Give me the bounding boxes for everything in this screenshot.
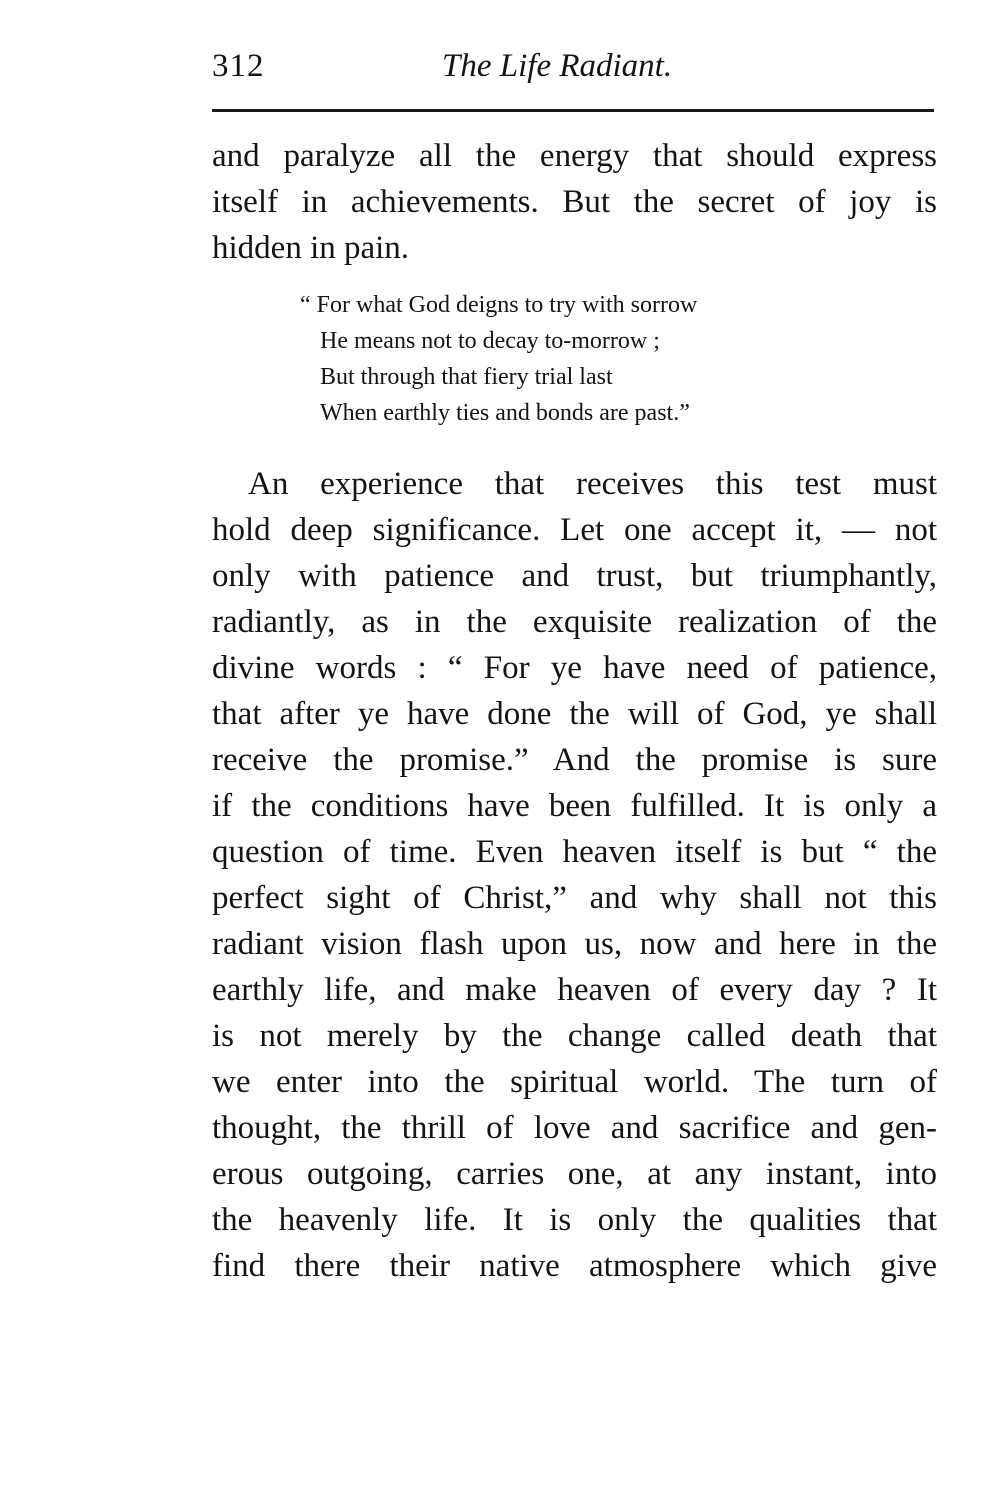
text-line: radiantly, as in the exquisite realization of the [212,604,937,640]
text-line: and paralyze all the energy that should express [212,138,937,174]
text-line: earthly life, and make heaven of every day ? It [212,972,937,1008]
text-line: find there their native atmosphere which give [212,1248,937,1284]
verse-line: He means not to decay to-morrow ; [320,328,660,354]
text-line: if the conditions have been fulfilled. It is only a [212,788,937,824]
text-line: question of time. Even heaven itself is but “ the [212,834,937,870]
text-line: only with patience and trust, but triumphantly, [212,558,937,594]
text-line: perfect sight of Christ,” and why shall not this [212,880,937,916]
text-line: thought, the thrill of love and sacrifice and gen- [212,1110,937,1146]
page-header [212,48,937,92]
text-line: divine words : “ For ye have need of patience, [212,650,937,686]
verse-line: “ For what God deigns to try with sorrow [300,292,698,318]
running-title: The Life Radiant. [442,48,673,84]
text-line: itself in achievements. But the secret of joy is [212,184,937,220]
text-line: erous outgoing, carries one, at any instant, into [212,1156,937,1192]
text-line: we enter into the spiritual world. The turn of [212,1064,937,1100]
header-rule [212,109,934,112]
text-line: is not merely by the change called death that [212,1018,937,1054]
verse-line: When earthly ties and bonds are past.” [320,400,690,426]
text-line: An experience that receives this test must [248,466,937,502]
text-line: that after ye have done the will of God, ye shall [212,696,937,732]
text-line: radiant vision flash upon us, now and here in the [212,926,937,962]
text-line: the heavenly life. It is only the qualities that [212,1202,937,1238]
text-line: hold deep significance. Let one accept it, — not [212,512,937,548]
page-number: 312 [212,48,265,84]
verse-line: But through that fiery trial last [320,364,613,390]
text-line: receive the promise.” And the promise is sure [212,742,937,778]
text-line: hidden in pain. [212,230,410,266]
